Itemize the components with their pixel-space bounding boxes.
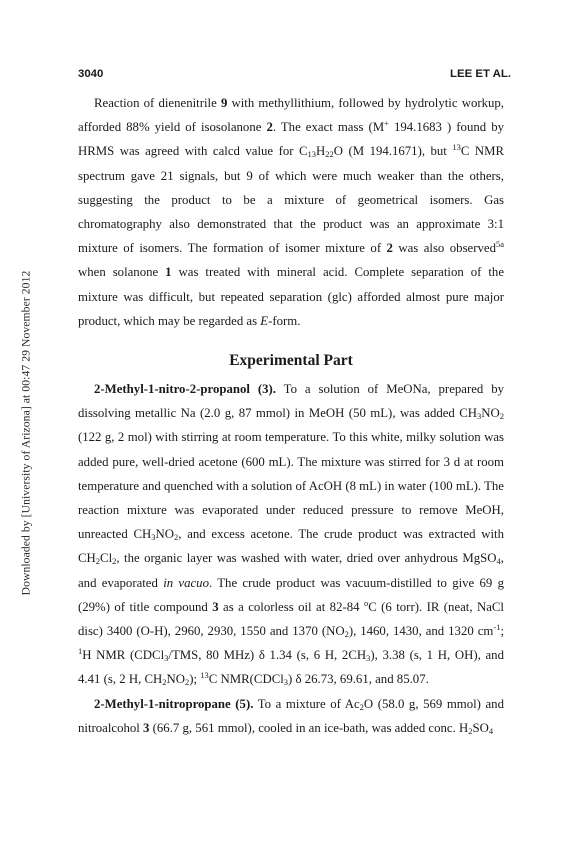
compound-title: 2-Methyl-1-nitropropane (5).	[94, 696, 254, 711]
article-body	[78, 91, 504, 740]
download-notice: Downloaded by [University of Arizona] at 00:47 29 November 2012	[19, 270, 33, 596]
running-title: LEE ET AL.	[450, 68, 511, 80]
section-heading: Experimental Part	[229, 352, 353, 370]
compound-title: 2-Methyl-1-nitro-2-propanol (3).	[94, 382, 276, 397]
intro-paragraph: Reaction of dienenitrile 9 with methyllithium, followed by hydrolytic workup, afforded 88% yield of isosolanone 2. The exact mass (M+ 194.1683 ) found by HRMS was agreed with calcd value for $C_{13}H_{22}O$ (M 194.1671), but $^{13}$C NMR spectrum gave 21 signals, but 9 of which were much weaker than the others, suggesting the product to be a mixture of geometrical isomers. Gas chromatography also demonstrated that the product was an approximate 3:1 mixture of isomers. The formation of isomer mixture of 2 was also observed$^{5a}$ when solanone 1 was treated with mineral acid. Complete separation of the mixture was difficult, but repeated separation (glc) afforded almost pure major product, which may be regarded as E-form.	[78, 96, 505, 328]
procedure-paragraph-3: 2-Methyl-1-nitro-2-propanol (3). To a solution of MeONa, prepared by dissolving metallic Na (2.0 g, 87 mmol) in MeOH (50 mL), was added $CH_3NO_2$ (122 g, 2 mol) with stirring at room temperature. To this white, milky solution was added pure, well-dried acetone (600 mL). The mixture was stirred for 3 d at room temperature and quenched with a solution of AcOH (8 mL) in water (100 mL). The reaction mixture was evaporated under reduced pressure to remove MeOH, unreacted $CH_3NO_2$, and excess acetone. The crude product was extracted with $CH_2Cl_2$, the organic layer was washed with water, dried over anhydrous MgSO$_4$, and evaporated in vacuo. The crude product was vacuum-distilled to give 69 g (29%) of title compound 3 as a colorless oil at 82-84 $^o$C (6 torr). IR (neat, NaCl disc) 3400 (O-H), 2960, 2930, 1550 and 1370 $(NO_2)$, 1460, 1430, and 1320 $cm^{-1}$; $^1$H NMR (CDCl$_3$/TMS, 80 MHz) δ 1.34 (s, 6 H, $2CH_3$), 3.38 (s, 1 H, OH), and 4.41 (s, 2 H, $CH_2NO_2$); $^{13}$C NMR(CDCl$_3$) δ 26.73, 69.61, and 85.07.	[78, 382, 504, 688]
page-number: 3040	[78, 68, 104, 80]
procedure-paragraph-5: 2-Methyl-1-nitropropane (5). To a mixture of $Ac_2O$ (58.0 g, 569 mmol) and nitroalcohol 3 (66.7 g, 561 mmol), cooled in an ice-bath, was added conc. $H_2SO_4$	[78, 696, 504, 736]
